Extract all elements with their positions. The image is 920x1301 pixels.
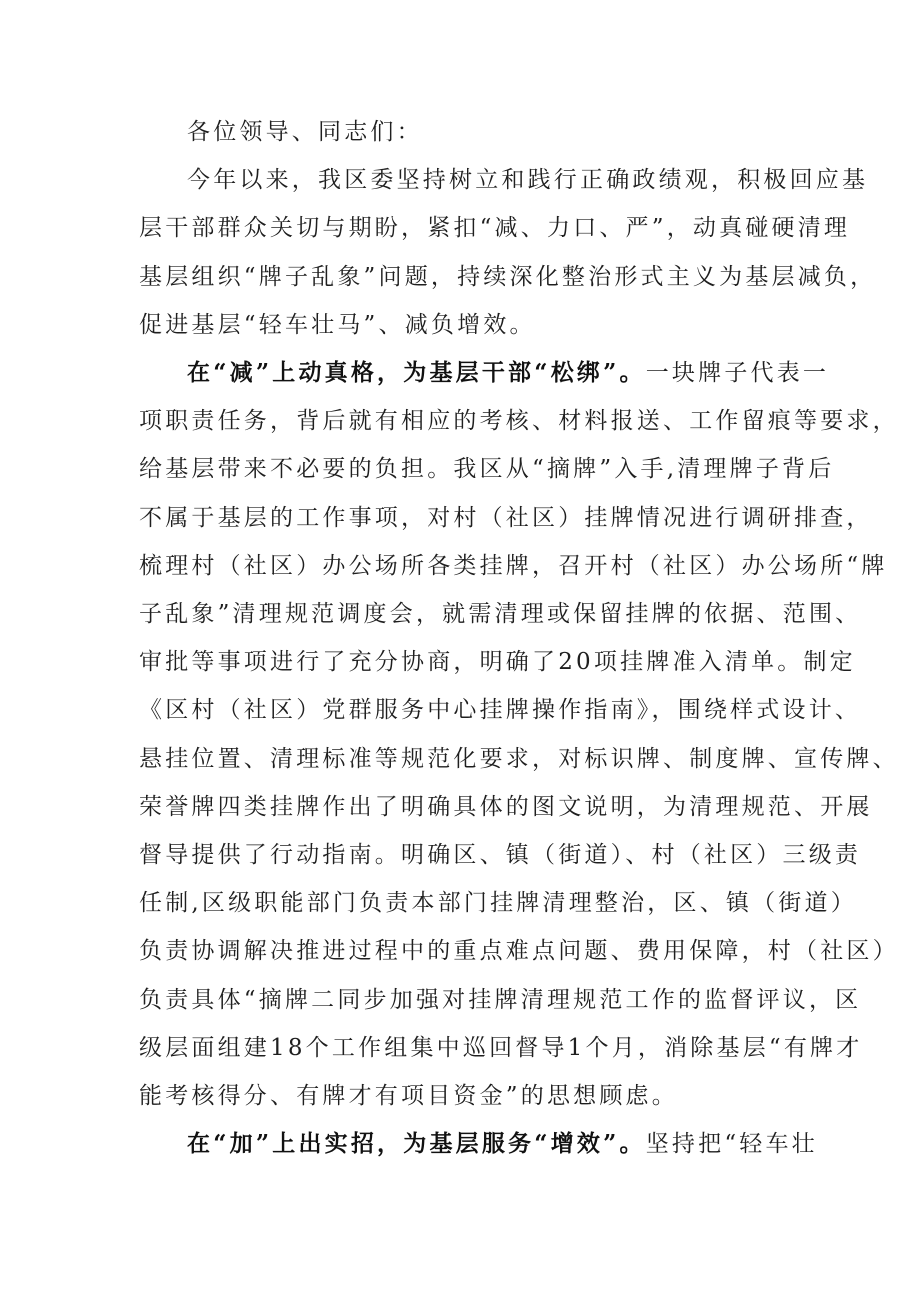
paragraph-2-line: 督导提供了行动指南。明确区、镇（街道）、村（社区）三级责 [139, 842, 862, 868]
paragraph-1-line: 层干部群众关切与期盼，紧扣“减、力口、严”，动真碰硬清理 [139, 215, 851, 241]
paragraph-3-first-line-text: 坚持把“轻车壮 [645, 1131, 818, 1157]
paragraph-2-line: 给基层带来不必要的负担。我区从“摘牌”入手,清理牌子背后 [139, 456, 835, 482]
paragraph-2-line: 《区村（社区）党群服务中心挂牌操作指南》，围绕样式设计、 [139, 697, 862, 723]
paragraph-2-line: 子乱象”清理规范调度会，就需清理或保留挂牌的依据、范围、 [139, 601, 862, 627]
paragraph-1-line: 今年以来，我区委坚持树立和践行正确政绩观，积极回应基 [187, 167, 869, 193]
paragraph-2-line: 负责协调解决推进过程中的重点难点问题、费用保障，村（社区） [139, 938, 899, 964]
paragraph-2-line: 梳理村（社区）办公场所各类挂牌，召开村（社区）办公场所“牌 [139, 553, 888, 579]
paragraph-2-line: 荣誉牌四类挂牌作出了明确具体的图文说明，为清理规范、开展 [139, 794, 873, 820]
paragraph-2-line: 审批等事项进行了充分协商，明确了20项挂牌准入清单。制定 [139, 649, 856, 675]
paragraph-2-heading: 在“减”上动真格，为基层干部“松绑”。 [187, 359, 646, 386]
paragraph-2-line: 级层面组建18个工作组集中巡回督导1个月，消除基层“有牌才 [139, 1035, 863, 1061]
salutation: 各位领导、同志们： [187, 119, 423, 145]
paragraph-1-line: 促进基层“轻车壮马”、减负增效。 [139, 312, 536, 338]
paragraph-2-line: 项职责任务，背后就有相应的考核、材料报送、工作留痕等要求， [139, 408, 899, 434]
paragraph-2-first-line-text: 一块牌子代表一 [645, 360, 830, 386]
paragraph-2-first-line [187, 357, 829, 389]
paragraph-3-first-line [187, 1128, 818, 1160]
paragraph-1-line: 基层组织“牌子乱象”问题，持续深化整治形式主义为基层减负， [139, 264, 877, 290]
paragraph-2-line: 不属于基层的工作事项，对村（社区）挂牌情况进行调研排查， [139, 505, 873, 531]
paragraph-2-line: 任制,区级职能部门负责本部门挂牌清理整治，区、镇（街道） [139, 890, 857, 916]
paragraph-2-line: 悬挂位置、清理标准等规范化要求，对标识牌、制度牌、宣传牌、 [139, 746, 899, 772]
paragraph-3-heading: 在“加”上出实招，为基层服务“增效”。 [187, 1130, 646, 1157]
paragraph-2-line: 负责具体“摘牌二同步加强对挂牌清理规范工作的监督评议，区 [139, 987, 862, 1013]
paragraph-2-line: 能考核得分、有牌才有项目资金”的思想顾虑。 [139, 1083, 678, 1109]
